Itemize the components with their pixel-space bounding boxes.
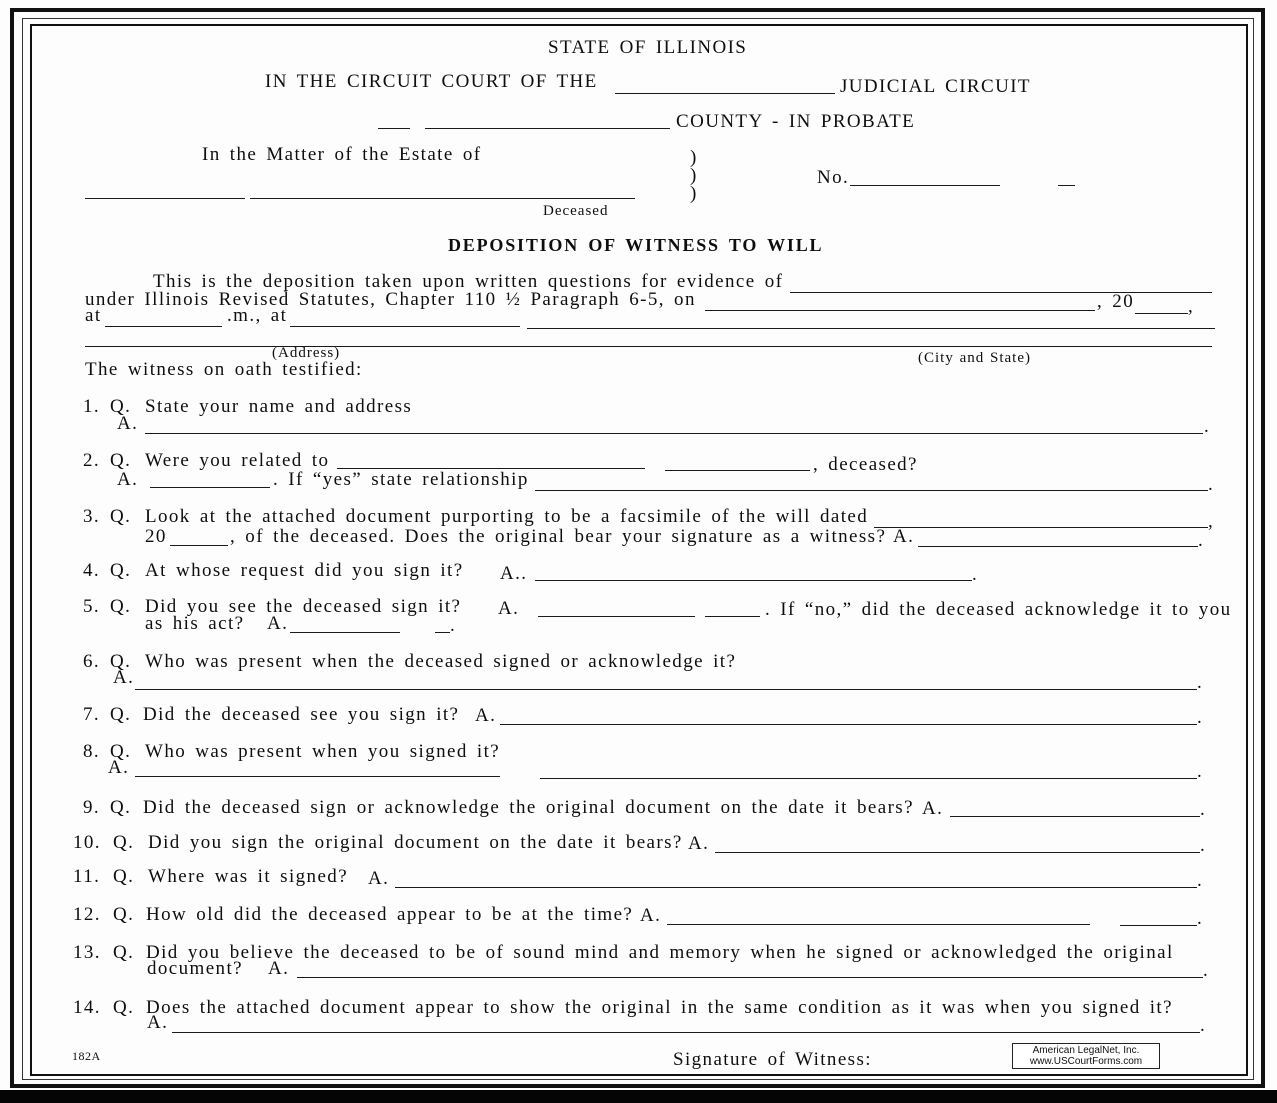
question-6-q-label: Q. (110, 651, 132, 672)
form-number: 182A (72, 1049, 101, 1063)
county-blank-line-short (378, 128, 410, 129)
question-6-answer-line (135, 689, 1197, 690)
question-12-period: . (1197, 908, 1204, 929)
year-line (1135, 313, 1188, 314)
question-7-answer-line (500, 724, 1197, 725)
question-5-q-label: Q. (110, 596, 132, 617)
question-9-period: . (1200, 799, 1207, 820)
question-3-q-label: Q. (110, 506, 132, 527)
question-10-answer-line (715, 852, 1200, 853)
question-13-period: . (1203, 960, 1210, 981)
question-14-answer-label: A. (147, 1012, 169, 1033)
question-2-relationship-text: . If “yes” state relationship (273, 469, 529, 490)
question-3-text-cont: , of the deceased. Does the original bear your signature as a witness? (230, 526, 887, 547)
question-9-number: 9. (83, 797, 101, 818)
question-6-text: Who was present when the deceased signed or acknowledge it? (145, 651, 737, 672)
year-comma: , (1188, 296, 1195, 317)
question-1-period: . (1204, 416, 1211, 437)
question-13-text-cont: document? (147, 958, 243, 979)
question-1-q-label: Q. (110, 396, 132, 417)
question-2-name-line-cont (665, 470, 810, 471)
question-4-number: 4. (83, 560, 101, 581)
question-11-text: Where was it signed? (148, 866, 349, 887)
caption-paren: ) (690, 183, 698, 204)
question-2-text: Were you related to (145, 450, 330, 471)
question-11-period: . (1197, 870, 1204, 891)
decedent-name-line (250, 198, 635, 199)
question-9-answer-line (950, 816, 1200, 817)
question-2-relationship-line (535, 490, 1208, 491)
state-heading: STATE OF ILLINOIS (548, 37, 748, 58)
question-10-text: Did you sign the original document on the date it bears? (148, 832, 683, 853)
question-4-q-label: Q. (110, 560, 132, 581)
question-14-number: 14. (73, 997, 101, 1018)
question-8-answer-line-cont (540, 778, 1197, 779)
question-4-text: At whose request did you sign it? (145, 560, 464, 581)
question-3-year-prefix: 20 (145, 526, 167, 547)
question-14-q-label: Q. (113, 997, 135, 1018)
question-8-number: 8. (83, 741, 101, 762)
date-line (705, 310, 1095, 311)
question-11-q-label: Q. (113, 866, 135, 887)
intro-line-1: This is the deposition taken upon written questions for evidence of (153, 271, 784, 292)
question-3-period: . (1198, 530, 1205, 551)
question-10-number: 10. (73, 832, 101, 853)
question-1-number: 1. (83, 396, 101, 417)
question-11-number: 11. (73, 866, 101, 887)
address-label: (Address) (272, 345, 341, 361)
question-8-q-label: Q. (110, 741, 132, 762)
question-3-text: Look at the attached document purporting to be a facsimile of the will dated (145, 506, 869, 527)
question-12-q-label: Q. (113, 904, 135, 925)
question-5-answer-label: A. (498, 598, 520, 619)
question-8-period: . (1197, 761, 1204, 782)
question-7-period: . (1197, 707, 1204, 728)
question-13-q-label: Q. (113, 942, 135, 963)
question-5-answer-line-2 (290, 632, 400, 633)
question-6-answer-label: A. (113, 667, 135, 688)
caption-paren: ) (690, 165, 698, 186)
question-12-answer-label: A. (640, 905, 662, 926)
court-prefix: IN THE CIRCUIT COURT OF THE (265, 71, 598, 92)
address-line-cont (527, 328, 1215, 329)
question-2-answer-line (150, 487, 270, 488)
question-11-answer-line (395, 887, 1197, 888)
county-probate-label: COUNTY - IN PROBATE (676, 111, 916, 132)
question-3-will-date-line (874, 527, 1208, 528)
question-10-period: . (1200, 835, 1207, 856)
question-3-answer-line (918, 546, 1198, 547)
question-4-answer-label: A.. (500, 563, 528, 584)
question-2-q-label: Q. (110, 450, 132, 471)
question-10-q-label: Q. (113, 832, 135, 853)
county-blank-line (425, 128, 670, 129)
publisher-logo-box (1012, 1043, 1160, 1069)
year-prefix: , 20 (1097, 291, 1135, 312)
caption-paren: ) (690, 147, 698, 168)
question-2-period: . (1208, 474, 1215, 495)
question-6-period: . (1197, 672, 1204, 693)
publisher-name: American LegalNet, Inc. (1032, 1045, 1140, 1056)
question-7-q-label: Q. (110, 704, 132, 725)
circuit-blank-line (615, 93, 835, 94)
question-13-text: Did you believe the deceased to be of sound mind and memory when he signed or acknowledged the original (146, 942, 1174, 963)
m-at-label: .m., at (227, 305, 288, 326)
question-5-answer-line-2-tail (435, 632, 450, 633)
signature-label: Signature of Witness: (673, 1049, 872, 1070)
question-5-answer-line (538, 616, 695, 617)
question-1-answer-line (145, 433, 1203, 434)
question-2-text-deceased: , deceased? (813, 454, 918, 475)
question-12-answer-line-cont (1120, 925, 1197, 926)
question-5-number: 5. (83, 596, 101, 617)
question-6-number: 6. (83, 651, 101, 672)
case-number-line (850, 185, 1000, 186)
question-1-text: State your name and address (145, 396, 413, 417)
publisher-website: www.USCourtForms.com (1029, 1056, 1143, 1067)
question-5-answer-label-2: A. (267, 613, 289, 634)
question-9-answer-label: A. (922, 798, 944, 819)
question-10-answer-label: A. (688, 833, 710, 854)
question-3-answer-label: A. (893, 526, 915, 547)
deceased-label: Deceased (543, 203, 609, 219)
case-number-line-tail (1058, 185, 1075, 186)
question-3-comma: , (1208, 511, 1215, 532)
address-city-line (85, 346, 1212, 347)
oath-statement: The witness on oath testified: (85, 359, 363, 380)
question-5-answer-line-cont (705, 616, 760, 617)
court-suffix: JUDICIAL CIRCUIT (840, 76, 1031, 97)
question-2-answer-label: A. (117, 469, 139, 490)
question-3-year-line (170, 545, 228, 546)
question-7-answer-label: A. (475, 705, 497, 726)
question-13-answer-line (297, 977, 1203, 978)
question-5-text-act: as his act? (145, 613, 245, 634)
scan-edge (0, 1090, 1277, 1103)
intro-line-2: under Illinois Revised Statutes, Chapter 110 ½ Paragraph 6-5, on (85, 289, 696, 310)
question-8-answer-label: A. (108, 757, 130, 778)
question-14-period: . (1200, 1015, 1207, 1036)
question-9-text: Did the deceased sign or acknowledge the original document on the date it bears? (143, 797, 914, 818)
question-3-number: 3. (83, 506, 101, 527)
decedent-name-line (85, 198, 245, 199)
question-13-answer-label: A. (268, 958, 290, 979)
question-13-number: 13. (73, 942, 101, 963)
question-14-answer-line (172, 1032, 1200, 1033)
question-2-number: 2. (83, 450, 101, 471)
question-11-answer-label: A. (368, 868, 390, 889)
at-label: at (85, 305, 102, 326)
question-5-text: Did you see the deceased sign it? (145, 596, 462, 617)
time-line (105, 326, 222, 327)
document-title: DEPOSITION OF WITNESS TO WILL (448, 235, 824, 255)
question-14-text: Does the attached document appear to show the original in the same condition as it was when you signed it? (146, 997, 1173, 1018)
question-7-number: 7. (83, 704, 101, 725)
evidence-of-line (790, 292, 1212, 293)
question-5-text-acknowledge: . If “no,” did the deceased acknowledge it to you (765, 599, 1232, 620)
estate-matter-label: In the Matter of the Estate of (202, 144, 482, 165)
question-1-answer-label: A. (117, 413, 139, 434)
question-7-text: Did the deceased see you sign it? (143, 704, 460, 725)
question-8-text: Who was present when you signed it? (145, 741, 501, 762)
question-12-text: How old did the deceased appear to be at the time? (146, 904, 634, 925)
question-4-period: . (972, 564, 979, 585)
question-12-answer-line (667, 924, 1090, 925)
question-5-period: . (450, 615, 457, 636)
question-8-answer-line (135, 776, 500, 777)
city-state-label: (City and State) (918, 350, 1031, 366)
question-4-answer-line (535, 580, 972, 581)
question-12-number: 12. (73, 904, 101, 925)
question-9-q-label: Q. (110, 797, 132, 818)
address-line (290, 326, 520, 327)
case-number-label: No. (817, 167, 850, 188)
